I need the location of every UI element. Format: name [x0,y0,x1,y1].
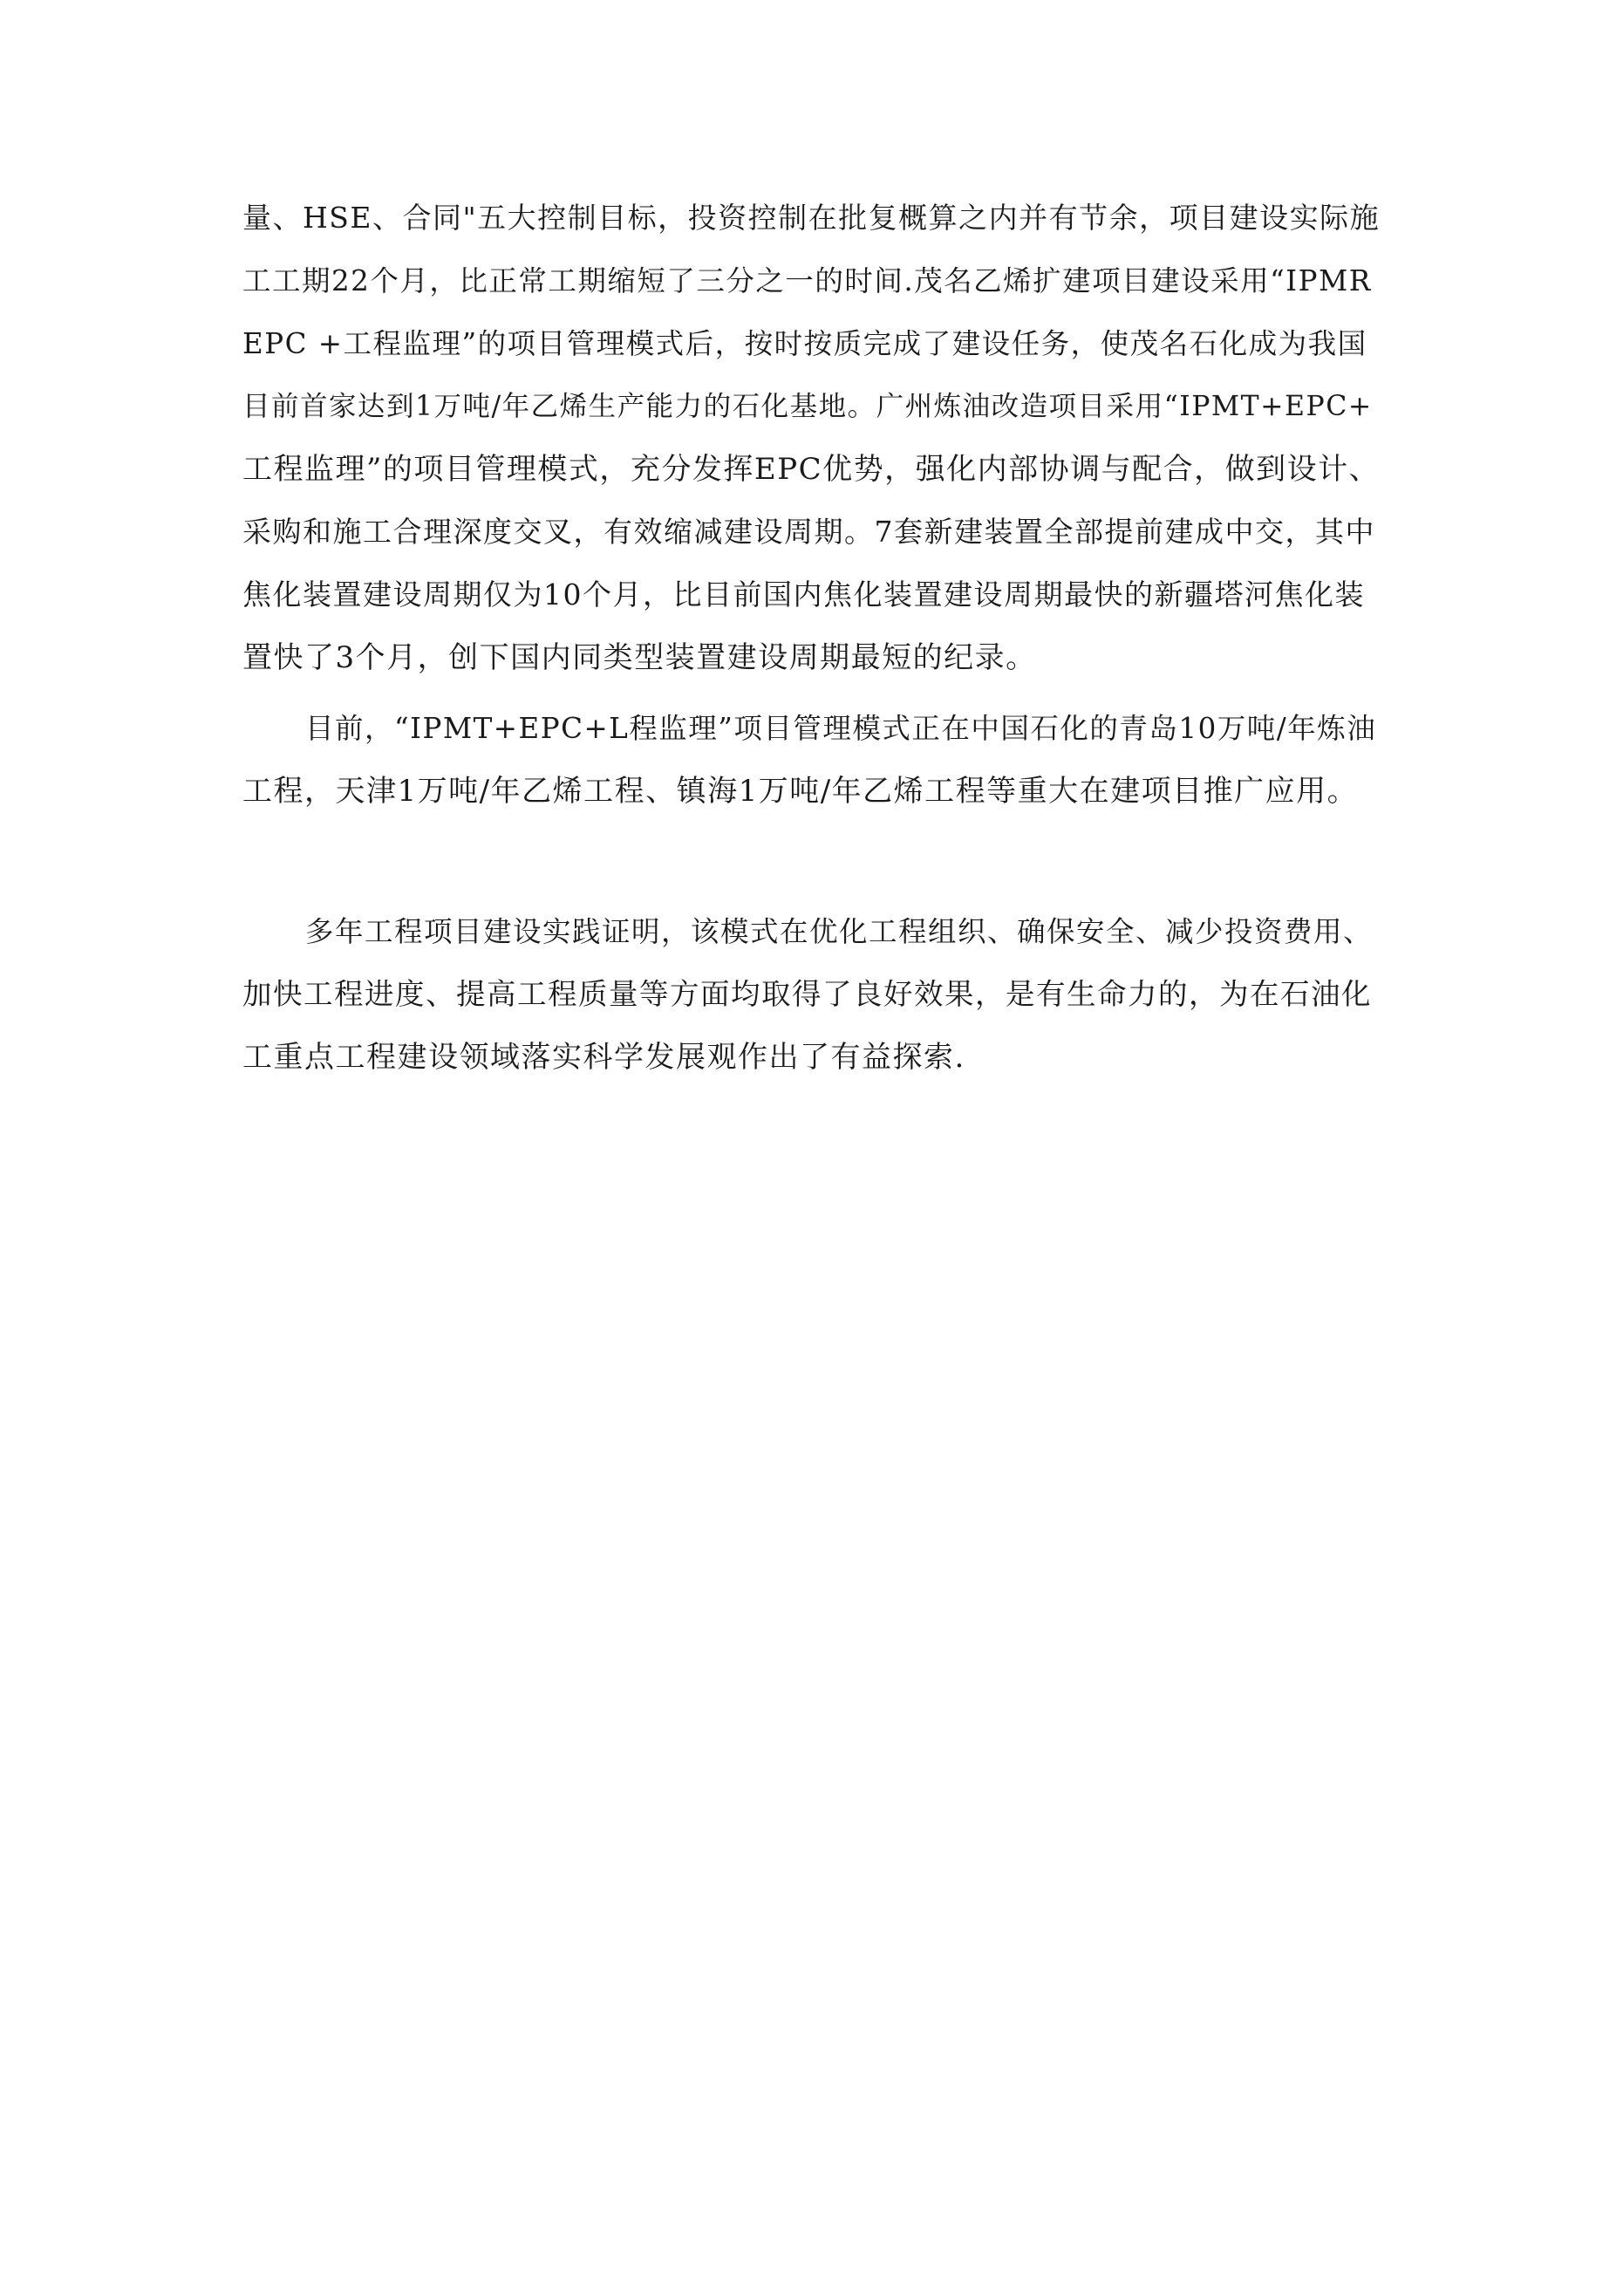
paragraph-1-line-6: 采购和施工合理深度交叉，有效缩减建设周期。7套新建装置全部提前建成中交，其中 [242,515,1375,549]
paragraph-3-line-1: 多年工程项目建设实践证明，该模式在优化工程组织、确保安全、减少投资费用、 [305,915,1374,948]
paragraph-3-line-3: 工重点工程建设领域落实科学发展观作出了有益探索. [242,1040,965,1075]
paragraph-3-line-2: 加快工程进度、提高工程质量等方面均取得了良好效果，是有生命力的，为在石油化 [242,977,1372,1011]
paragraph-1-line-8: 置快了3个月，创下国内同类型装置建设周期最短的纪录。 [242,640,1037,675]
paragraph-2-line-1: 目前，“IPMT+EPC+L程监理”项目管理模式正在中国石化的青岛10万吨/年炼油 [305,712,1377,745]
paragraph-1-line-4: 目前首家达到1万吨/年乙烯生产能力的石化基地。广州炼油改造项目采用“IPMT+EPC+ [242,391,1373,422]
paragraph-2-line-2: 工程，天津1万吨/年乙烯工程、镇海1万吨/年乙烯工程等重大在建项目推广应用。 [242,774,1359,809]
paragraph-1-line-5: 工程监理”的项目管理模式，充分发挥EPC优势，强化内部协调与配合，做到设计、 [242,452,1381,487]
paragraph-1-line-2: 工工期22个月，比正常工期缩短了三分之一的时间.茂名乙烯扩建项目建设采用“IPMR [242,264,1372,297]
paragraph-1-line-1: 量、HSE、合同"五大控制目标，投资控制在批复概算之内并有节余，项目建设实际施 [242,201,1381,235]
paragraph-1-line-3: EPC +工程监理”的项目管理模式后，按时按质完成了建设任务，使茂名石化成为我国 [242,327,1367,360]
paragraph-1-line-7: 焦化装置建设周期仅为10个月，比目前国内焦化装置建设周期最快的新疆塔河焦化装 [242,577,1365,612]
